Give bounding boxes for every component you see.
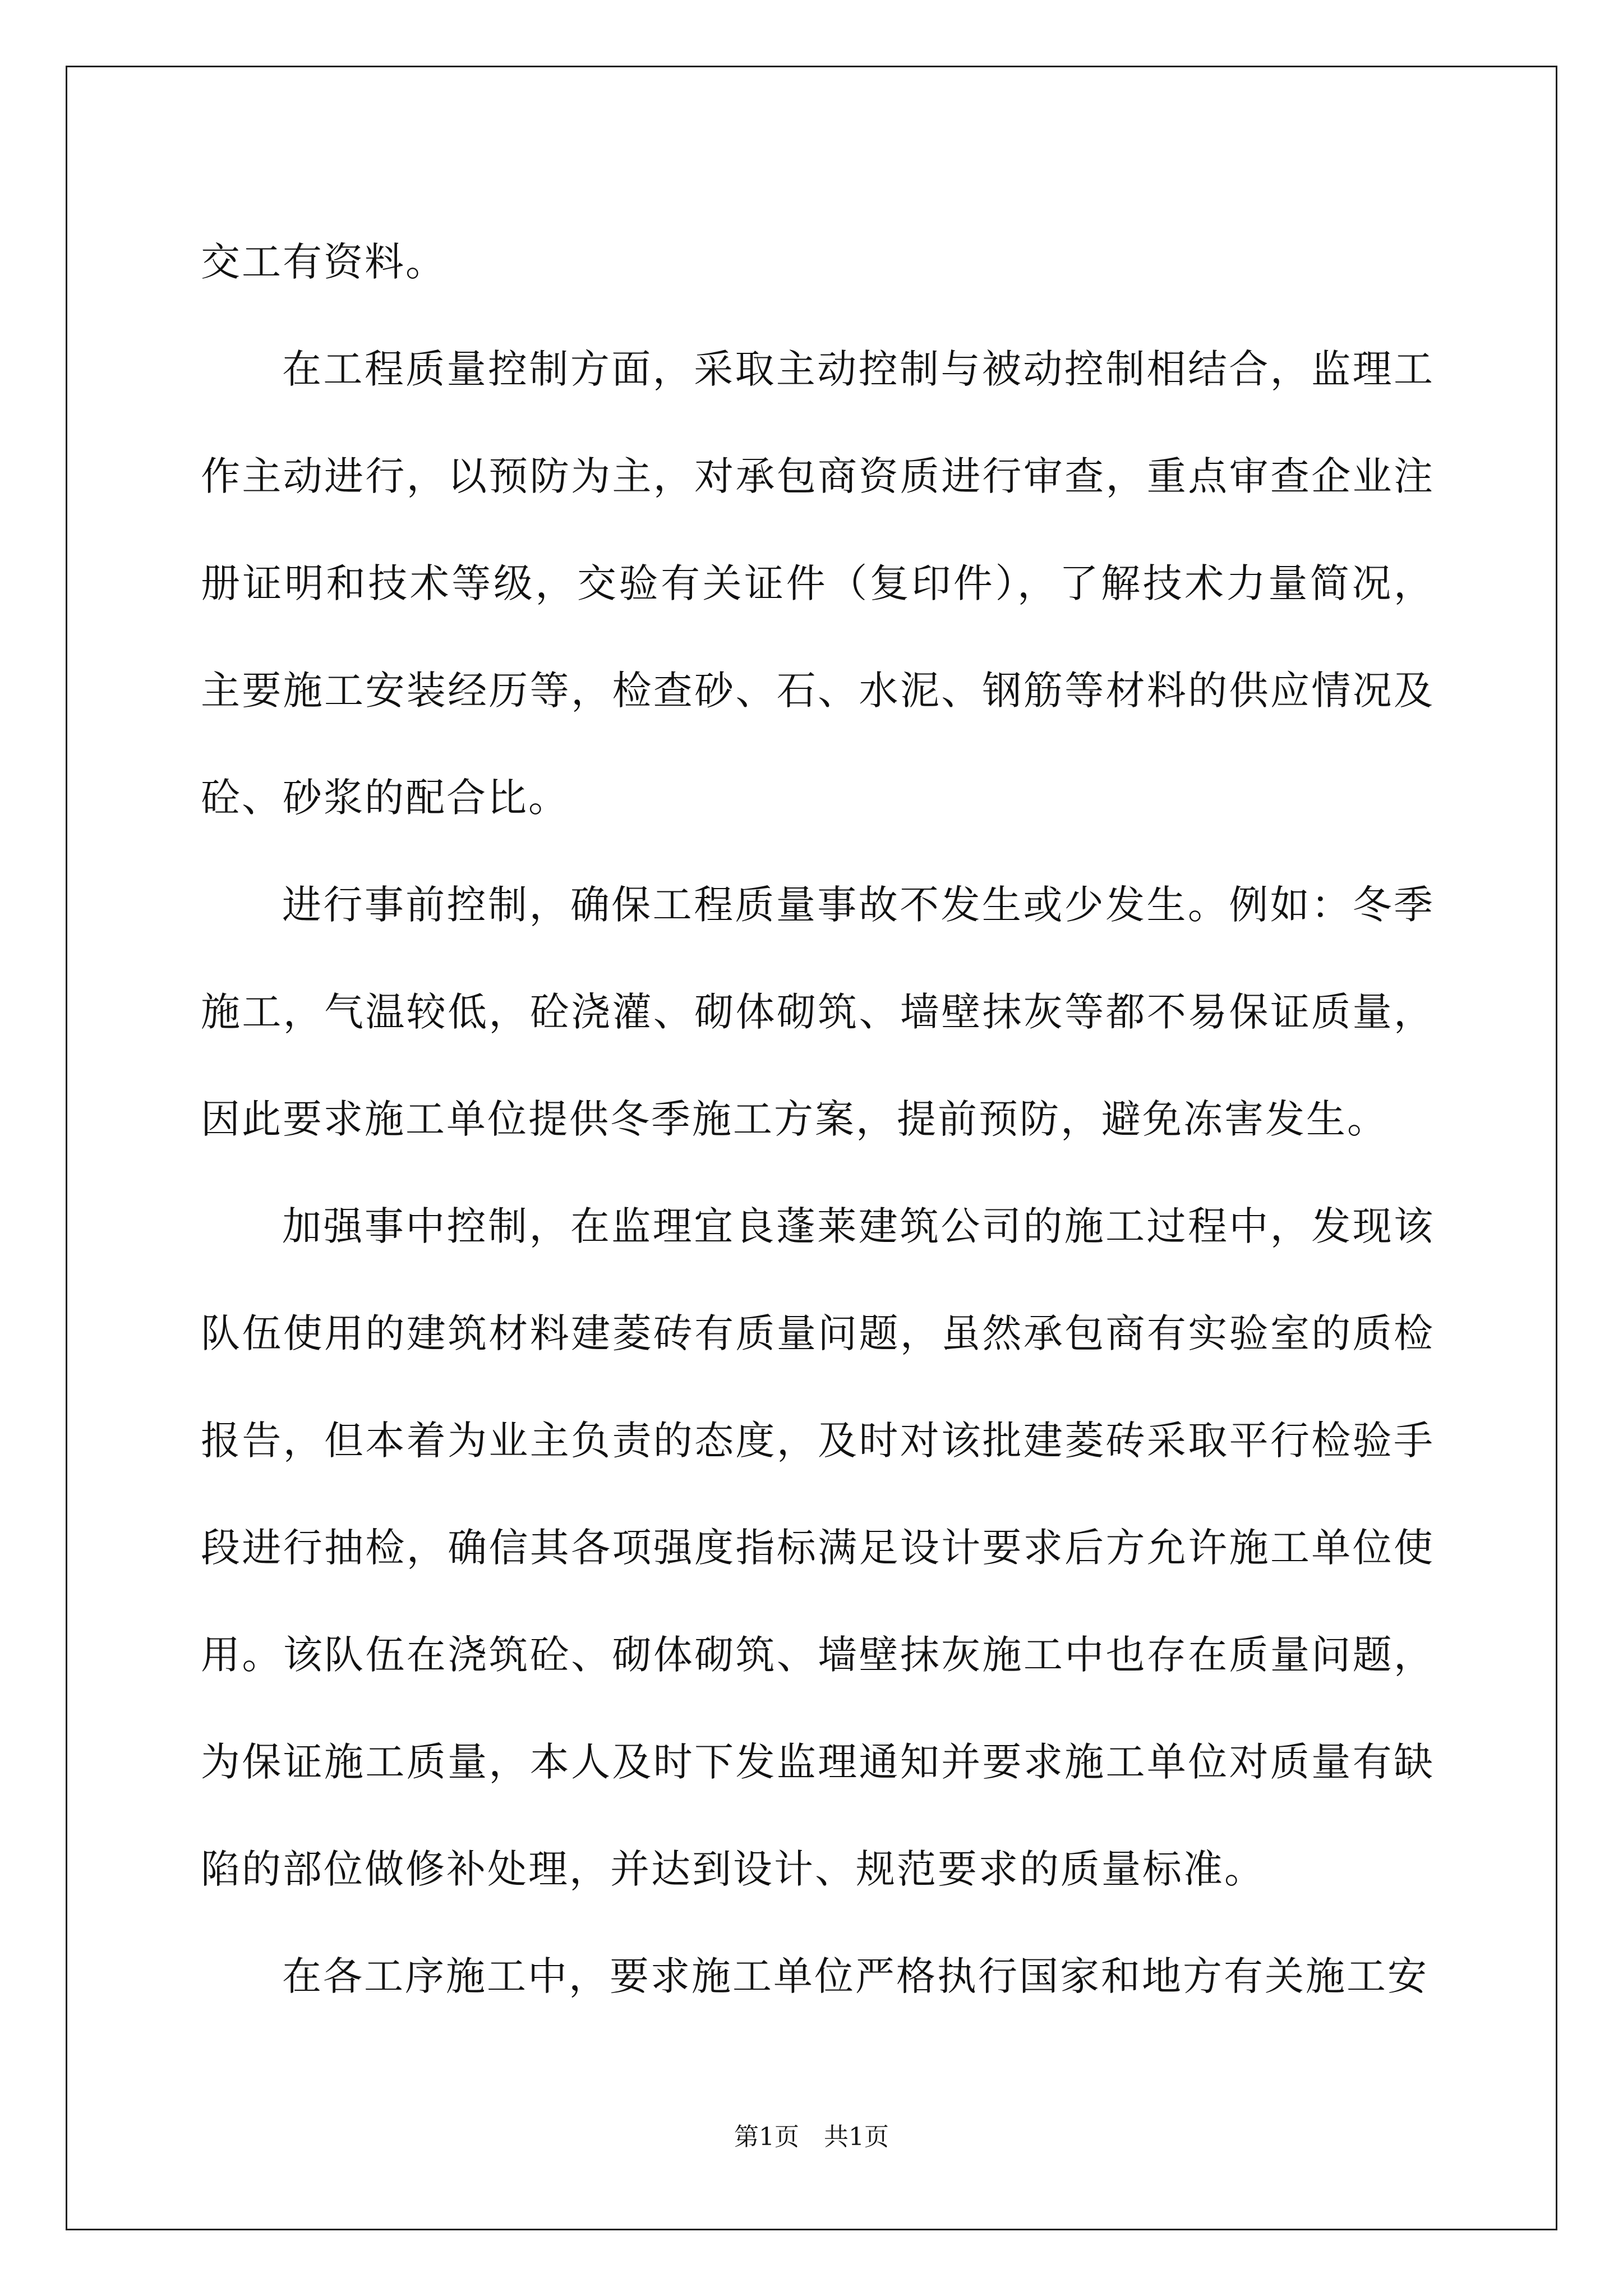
page-footer [0, 2120, 1623, 2154]
paragraph-3: 进行事前控制，确保工程质量事故不发生或少发生。例如：冬季施工，气温较低，砼浇灌、砌体砌筑、墙壁抹灰等都不易保证质量，因此要求施工单位提供冬季施工方案，提前预防，避免冻害发生。 [201, 882, 1435, 1142]
paragraph-4: 加强事中控制，在监理宜良蓬莱建筑公司的施工过程中，发现该队伍使用的建筑材料建菱砖有质量问题，虽然承包商有实验室的质检报告，但本着为业主负责的态度，及时对该批建菱砖采取平行检验手段进行抽检，确信其各项强度指标满足设计要求后方允许施工单位使用。该队伍在浇筑砼、砌体砌筑、墙壁抹灰施工中也存在质量问题，为保证施工质量，本人及时下发监理通知并要求施工单位对质量有缺陷的部位做修补处理，并达到设计、规范要求的质量标准。 [201, 1203, 1435, 1892]
paragraph-2: 在工程质量控制方面，采取主动控制与被动控制相结合，监理工作主动进行，以预防为主，对承包商资质进行审查，重点审查企业注册证明和技术等级，交验有关证件（复印件），了解技术力量简况，主要施工安装经历等，检查砂、石、水泥、钢筋等材料的供应情况及砼、砂浆的配合比。 [201, 346, 1435, 821]
paragraph-1: 交工有资料。 [201, 239, 446, 285]
page-total: 共1页 [824, 2123, 889, 2151]
page-number: 第1页 [734, 2123, 799, 2151]
document-body [201, 209, 1435, 2030]
paragraph-5: 在各工序施工中，要求施工单位严格执行国家和地方有关施工安 [282, 1953, 1428, 1999]
